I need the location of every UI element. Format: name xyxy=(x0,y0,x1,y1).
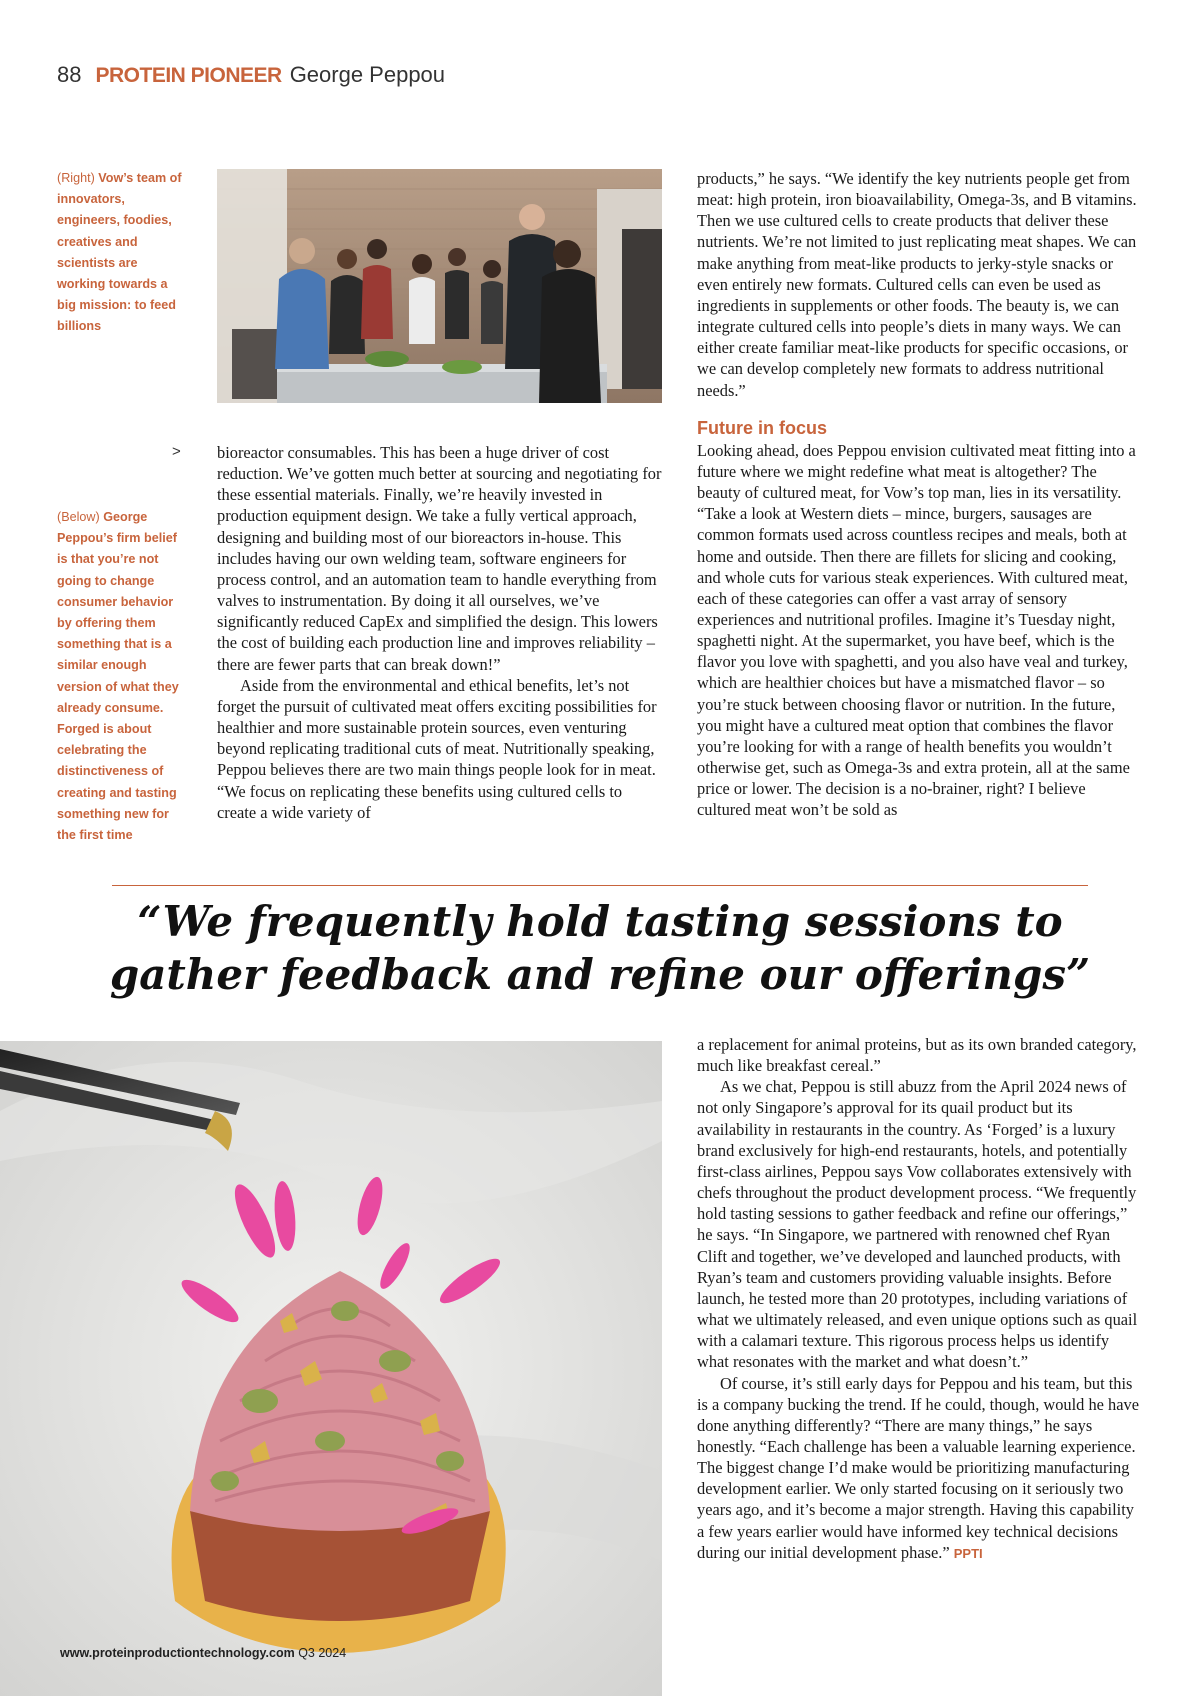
dessert-photo xyxy=(0,1041,662,1696)
paragraph-text: Of course, it’s still early days for Peppou and his team, but this is a company bucking the trend. If he could, though, would he have done anything differently? “There are many things,” he says honestly. “Each challenge has been a valuable learning experience. The biggest change I’d make would be prioritizing manufacturing development earlier. We only started focusing on it seriously two years ago, and it’s become a major strength. Having this capability a few years earlier would have informed key technical decisions during our initial development phase.” xyxy=(697,1373,1139,1562)
footer-url: www.proteinproductiontechnology.com xyxy=(60,1646,295,1660)
paragraph: Aside from the environmental and ethical benefits, let’s not forget the pursuit of cultivated meat offers exciting possibilities for healthier and more sustainable protein sources, even venturing beyond replicating traditional cuts of meat. Nutritionally speaking, Peppou believes there are two main things people look for in meat. “We focus on replicating these benefits using cultured cells to create a wide variety of xyxy=(217,675,657,822)
caption-text: Vow’s team of innovators, engineers, foodies, creatives and scientists are working towards a big mission: to feed billions xyxy=(57,171,182,334)
caption-below xyxy=(57,507,187,846)
pull-quote: “We frequently hold tasting sessions to gather feedback and refine our offerings” xyxy=(109,897,1091,999)
dessert-photo-illustration xyxy=(0,1041,662,1696)
caption-arrow: > xyxy=(172,443,181,460)
article-column-right-top xyxy=(697,168,1142,821)
sign-off: PPTI xyxy=(953,1545,983,1561)
caption-direction: (Below) xyxy=(57,510,100,524)
paragraph: products,” he says. “We identify the key nutrients people get from meat: high protein, iron bioavailability, Omega-3s, and B vitamins. Then we use cultured cells to create products that deliver these nutrients. We’re not limited to just replicating meat shapes. We can make anything from meat-like products to jerky-style snacks or even entirely new formats. Cultured cells can even be used as ingredients in supplements or other foods. The beauty is, we can integrate cultured cells into people’s diets in many ways. We can either create familiar meat-like products for specific occasions, or we can develop completely new formats to address nutritional needs.” xyxy=(697,169,1137,400)
caption-text: George Peppou’s firm belief is that you’re not going to change consumer behavior by offering them something that is a similar enough version of what they already consume. Forged is about celebrating the distinctiveness of creating and tasting something new for the first time xyxy=(57,510,179,843)
paragraph: As we chat, Peppou is still abuzz from the April 2024 news of not only Singapore’s approval for its quail product but its availability in restaurants in the country. As ‘Forged’ is a luxury brand exclusively for high-end restaurants, hotels, and potentially first-class airlines, Peppou says Vow collaborates extensively with chefs throughout the product development process. “We frequently hold tasting sessions to gather feedback and refine our offerings,” he says. “In Singapore, we partnered with renowned chef Ryan Clift and together, we’ve developed and launched products, with Ryan’s team and customers providing valuable insights. Before launch, he tested more than 20 prototypes, including variations of what we ultimately released, and even unique options such as quail with a calamari texture. This rigorous process helps us identify what resonates with the market and what doesn’t.” xyxy=(697,1077,1138,1372)
page-header xyxy=(57,62,445,88)
team-photo-illustration xyxy=(217,169,662,403)
caption-direction: (Right) xyxy=(57,171,95,185)
page-number: 88 xyxy=(57,62,82,87)
section-tag: PROTEIN PIONEER xyxy=(95,64,282,87)
subheading: Future in focus xyxy=(697,417,827,438)
article-column-right-bottom xyxy=(697,1034,1142,1564)
paragraph: Looking ahead, does Peppou envision cultivated meat fitting into a future where we might redefine what meat is altogether? The beauty of cultured meat, for Vow’s top man, lies in its versatility. “Take a look at Western diets – mince, burgers, sausages are common formats used across countless recipes and meals, both at home and outside. Then there are fillets for slicing and cooking, and whole cuts for various steak experiences. With cultured meat, each of these categories can offer a vast array of sensory experiences and nutritional profiles. Imagine it’s Tuesday night, spaghetti night. At the supermarket, you have beef, which is the flavor you love with spaghetti, and you also have veal and turkey, which are healthier choices but have a mismatched flavor – so you’re stuck between choosing flavor or nutrition. In the future, you might have a cultured meat option that combines the flavor you’re looking for with a range of health benefits you wouldn’t otherwise get, such as Omega-3s and extra protein, all at the same price or lower. The decision is a no-brainer, right? I believe cultured meat won’t be sold as xyxy=(697,440,1136,820)
footer-issue: Q3 2024 xyxy=(298,1646,347,1660)
divider-rule xyxy=(112,885,1088,886)
paragraph: bioreactor consumables. This has been a huge driver of cost reduction. We’ve gotten much better at sourcing and negotiating for these essential materials. Finally, we’re heavily invested in production equipment design. We take a fully vertical approach, designing and building most of our bioreactors in-house. This includes having our own welding team, software engineers for process control, and an automation team to handle everything from valves to instrumentation. By doing it all ourselves, we’ve significantly reduced CapEx and simplified the design. This lowers the cost of building each production line and improves reliability – there are fewer parts that can break down!” xyxy=(217,443,662,674)
article-column-left xyxy=(217,442,662,823)
team-photo xyxy=(217,169,662,403)
paragraph xyxy=(697,1373,1142,1564)
header-subject-name: George Peppou xyxy=(289,62,446,87)
paragraph: a replacement for animal proteins, but as its own branded category, much like breakfast cereal.” xyxy=(697,1035,1137,1076)
caption-right xyxy=(57,168,187,338)
page-footer xyxy=(60,1646,346,1660)
